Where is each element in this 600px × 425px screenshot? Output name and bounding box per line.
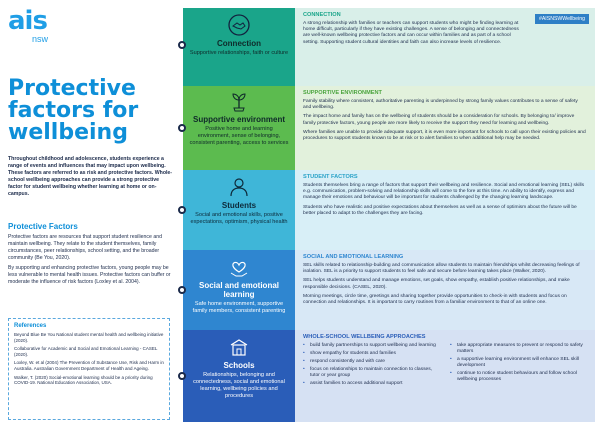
school-icon [228, 336, 250, 358]
reference-item: Beyond Blue Be You National student mental health and wellbeing initiative (2020). [14, 332, 164, 343]
panel-connection [295, 8, 595, 86]
band-text: Safe home environment, supportive family members, consistent parenting [192, 301, 286, 314]
list-item: • continue to notice student behaviours and follow school wellbeing processes [450, 371, 587, 383]
left-column [0, 0, 178, 425]
references-box [8, 318, 170, 420]
protective-factors-heading: Protective Factors [8, 222, 78, 231]
band-social-emotional-learning [183, 250, 295, 330]
protective-factors-p2: By supporting and enhancing protective factors, young people may be less vulnerable to mental health issues. Protective factors can buffer or moderate the influence of risk factors (Loxley et al. 2004). [8, 265, 171, 285]
panel-text: Family stability where consistent, authoritative parenting is underpinned by strong family values contributes to a sense of safety and wellbeing. [303, 99, 578, 111]
heart-hands-icon [228, 256, 250, 278]
panel-text: Where families are unable to provide adequate support, it is even more important for schools to call upon their existing policies and procedures to support students known to be at risk or to alert families to when additional help may be needed. [303, 129, 586, 142]
approaches-list-right [450, 343, 587, 389]
connector-dot [178, 286, 186, 294]
approaches-list-left [303, 343, 440, 389]
panel-social-emotional-learning [295, 250, 595, 330]
band-title: Social and emotional learning [198, 281, 279, 299]
panel-text: A strong relationship with families or teachers can support students who might be finding learning at home difficult, particularly if they have existing challenges. A sense of belonging and connectedness are well-known wellbeing protective factors and can occur within families and as part of a school setting. Supporting student cultural identities and faith can also increase levels of resilience. [303, 21, 519, 45]
panel-student-factors [295, 170, 595, 250]
protective-factors-p1: Protective factors are resources that support student resilience and maintain wellbeing. They relate to the student themselves, family circumstances, peer relationships, school setting, and the broader community (Be You, 2020). [8, 234, 162, 261]
band-text: Social and emotional skills, positive expectations, optimism, physical health [190, 212, 288, 225]
reference-item: Collaborative for Academic and Social and Emotional Learning - CASEL (2020). [14, 346, 158, 357]
connector-dot [178, 41, 186, 49]
panel-heading: SOCIAL AND EMOTIONAL LEARNING [303, 254, 404, 260]
band-title: Schools [223, 361, 255, 370]
list-item: • focus on relationships to maintain connection to classes, tutor or year group [303, 367, 440, 379]
page-title: Protective factors for wellbeing [8, 76, 139, 145]
panel-supportive-environment [295, 86, 595, 170]
references-heading: References [14, 323, 47, 329]
band-supportive-environment [183, 86, 295, 170]
reference-item: Walker, T. (2020) Social-emotional learning should be a priority during COVID-19. National Education Association, USA. [14, 374, 153, 386]
ais-nsw-logo [8, 8, 62, 50]
band-title: Connection [217, 39, 261, 48]
band-text: Supportive relationships, faith or culture [189, 50, 289, 56]
reference-item: Loxley, W. et al (2004) The Prevention of Substance Use, Risk and Harm in Australia. Australian Government Department of Health and Ageing. [14, 360, 164, 371]
connector-dot [178, 206, 186, 214]
panel-whole-school [295, 330, 595, 422]
band-schools [183, 330, 295, 422]
approaches-columns [303, 343, 587, 389]
band-connection [183, 8, 295, 86]
band-title: Supportive environment [192, 115, 285, 124]
panel-text: Students themselves bring a range of factors that support their wellbeing and resilience. Social and emotional learning (SEL) skills e.g. communication, problem-solving and relationship skills will come to the fore at this time. An ability to identify, express and manage their emotions and behaviour will be important for students challenged by the changing learning landscape. [303, 183, 585, 201]
list-item: • a supportive learning environment will enhance SEL skill development [450, 357, 587, 369]
protective-factors-text [8, 234, 173, 289]
logo-ais-text: ais [8, 6, 47, 36]
list-item: • build family partnerships to support wellbeing and learning [303, 343, 440, 349]
list-item: • respond consistently and with care [303, 359, 440, 365]
panel-text: SEL skills related to relationship-building and communication allow students to maintain friendships whilst decreasing feelings of isolation. SEL is a priority to support students to feel safe and secure before learning takes place (Walker, 2020). [303, 263, 580, 275]
panel-heading: CONNECTION [303, 12, 341, 18]
handshake-icon [228, 14, 250, 36]
hashtag-badge: #AISNSWWellbeing [535, 14, 589, 24]
connector-dot [178, 372, 186, 380]
list-item: • assist families to access additional support [303, 381, 440, 387]
panel-text: Morning meetings, circle time, greetings and sharing together provide opportunities to check-in with students and focus on connection and relationships. It is important to carry routines from a familiar environment to that of an online one. [303, 293, 567, 306]
band-text: Positive home and learning environment, sense of belonging, consistent parenting, access to services [189, 126, 289, 146]
band-title: Students [221, 201, 257, 210]
connector-dot [178, 124, 186, 132]
panel-text: Students who have realistic and positive expectations about themselves as well as a sense of optimism about the future will be better placed to adapt to the challenges they are facing. [303, 204, 577, 216]
panel-heading: STUDENT FACTORS [303, 174, 358, 180]
panel-heading: WHOLE-SCHOOL WELLBEING APPROACHES [303, 334, 426, 340]
panel-text: The impact home and family has on the wellbeing of students should be a consideration for schools. By belonging to/ improve family protective factors, young people are more likely to receive the support they need for learning and wellbeing. [303, 114, 575, 126]
band-students [183, 170, 295, 250]
intro-paragraph: Throughout childhood and adolescence, students experience a range of events and influences that may impact upon wellbeing. These factors are referred to as risk and protective factors. Whole-school wellbeing approaches can provide a strong protective factor for student wellbeing whether learning at home or on-campus. [8, 156, 173, 197]
list-item: • show empathy for students and families [303, 351, 440, 357]
band-text: Relationships, belonging and connectedness, social and emotional learning, wellbeing policies and procedures [193, 372, 285, 399]
list-item: • take appropriate measures to prevent or respond to safety matters [450, 343, 587, 355]
plant-icon [228, 90, 250, 112]
student-icon [228, 176, 250, 198]
panel-heading: SUPPORTIVE ENVIRONMENT [303, 90, 382, 96]
logo-nsw-text: nsw [32, 34, 49, 44]
panel-text: SEL helps students understand and manage emotions, set goals, show empathy, establish positive relationships, and make responsible decisions. (CASEL, 2020). [303, 278, 570, 290]
